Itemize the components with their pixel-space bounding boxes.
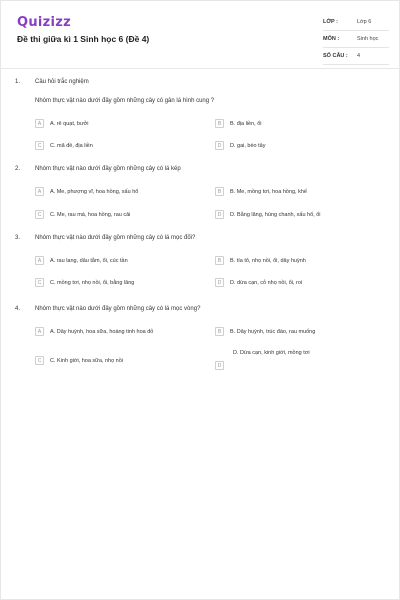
option-checkbox[interactable]: C [35, 356, 44, 365]
option-checkbox[interactable]: C [35, 210, 44, 219]
option-b[interactable] [215, 187, 307, 196]
option-text: A. Dây huỳnh, hoa sữa, hoàng tinh hoa đỏ [50, 328, 154, 335]
option-a[interactable] [35, 327, 153, 336]
option-c[interactable] [35, 278, 134, 287]
option-c[interactable] [35, 141, 93, 150]
option-checkbox[interactable]: B [215, 327, 224, 336]
option-checkbox[interactable]: D [215, 210, 224, 219]
option-checkbox[interactable]: B [215, 187, 224, 196]
option-a[interactable] [35, 256, 128, 265]
question-number: 4. [15, 306, 21, 312]
question-number: 3. [15, 235, 21, 241]
question-number: 1. [15, 79, 21, 85]
option-text: C. mã đề, địa liền [50, 142, 93, 149]
option-text: A. Me, phượng vĩ, hoa hồng, xấu hổ [50, 188, 139, 195]
option-b[interactable] [215, 119, 262, 128]
meta-value: 4 [357, 53, 361, 59]
option-text: C. Kinh giới, hoa sữa, nhọ nồi [50, 357, 124, 364]
option-checkbox[interactable]: A [35, 256, 44, 265]
page-title: Đề thi giữa kì 1 Sinh học 6 (Đề 4) [17, 34, 150, 44]
option-text: B. địa liền, ổi [230, 120, 262, 127]
option-text: D. Bằng lăng, húng chanh, xấu hổ, ổi [230, 211, 321, 218]
meta-key: LỚP : [323, 19, 338, 25]
option-c[interactable] [35, 356, 123, 365]
meta-row-subject [323, 31, 389, 48]
option-a[interactable] [35, 119, 88, 128]
option-checkbox[interactable]: C [35, 278, 44, 287]
option-d[interactable] [215, 361, 230, 370]
option-checkbox[interactable]: A [35, 327, 44, 336]
option-checkbox[interactable]: D [215, 361, 224, 370]
option-checkbox[interactable]: B [215, 256, 224, 265]
meta-info [323, 14, 389, 65]
question-text: Nhóm thực vật nào dưới đây gồm những cây có lá mọc vòng? [35, 306, 201, 312]
option-text: A. rau lang, dâu tằm, ổi, cúc tần [50, 257, 128, 264]
question-subtext: Nhóm thực vật nào dưới đây gồm những cây có gân lá hình cung ? [35, 98, 215, 104]
option-b[interactable] [215, 256, 306, 265]
question-text: Nhóm thực vật nào dưới đây gồm những cây có lá kép [35, 166, 181, 172]
option-checkbox[interactable]: D [215, 141, 224, 150]
option-b[interactable] [215, 327, 315, 336]
question-text: Câu hỏi trắc nghiệm [35, 79, 89, 85]
meta-value: Sinh học [357, 36, 379, 42]
question-number: 2. [15, 166, 21, 172]
option-text: A. rẻ quạt, bưởi [50, 120, 89, 127]
option-text: D. gai, bèo tây [230, 142, 266, 149]
option-text: C. Me, rau má, hoa hồng, rau cải [50, 211, 131, 218]
option-d[interactable] [215, 278, 302, 287]
option-text: D. dừa cạn, cỏ nhọ nồi, ổi, roi [230, 279, 303, 286]
option-c[interactable] [35, 210, 130, 219]
option-checkbox[interactable]: C [35, 141, 44, 150]
meta-key: MÔN : [323, 36, 340, 42]
quizizz-logo: Quizizz [17, 15, 72, 30]
option-d-text [233, 350, 310, 356]
option-a[interactable] [35, 187, 138, 196]
meta-value: Lớp 6 [357, 19, 372, 25]
meta-key: SỐ CÂU : [323, 53, 348, 59]
option-text: D. Dừa cạn, kinh giới, mồng tơi [233, 350, 310, 356]
option-d[interactable] [215, 141, 265, 150]
option-text: B. tía tô, nhọ nồi, ổi, dây huỳnh [230, 257, 306, 264]
meta-row-count [323, 48, 389, 65]
option-d[interactable] [215, 210, 321, 219]
option-checkbox[interactable]: B [215, 119, 224, 128]
option-checkbox[interactable]: D [215, 278, 224, 287]
question-text: Nhóm thực vật nào dưới đây gồm những cây có lá mọc đối? [35, 235, 196, 241]
meta-row-class [323, 14, 389, 31]
option-text: C. mồng tơi, nhọ nồi, ổi, bằng lăng [50, 279, 135, 286]
option-text: B. Dây huỳnh, trúc đào, rau muống [230, 328, 316, 335]
option-checkbox[interactable]: A [35, 119, 44, 128]
option-text: B. Me, mồng tơi, hoa hồng, khế [230, 188, 307, 195]
header-divider [1, 68, 399, 69]
option-checkbox[interactable]: A [35, 187, 44, 196]
